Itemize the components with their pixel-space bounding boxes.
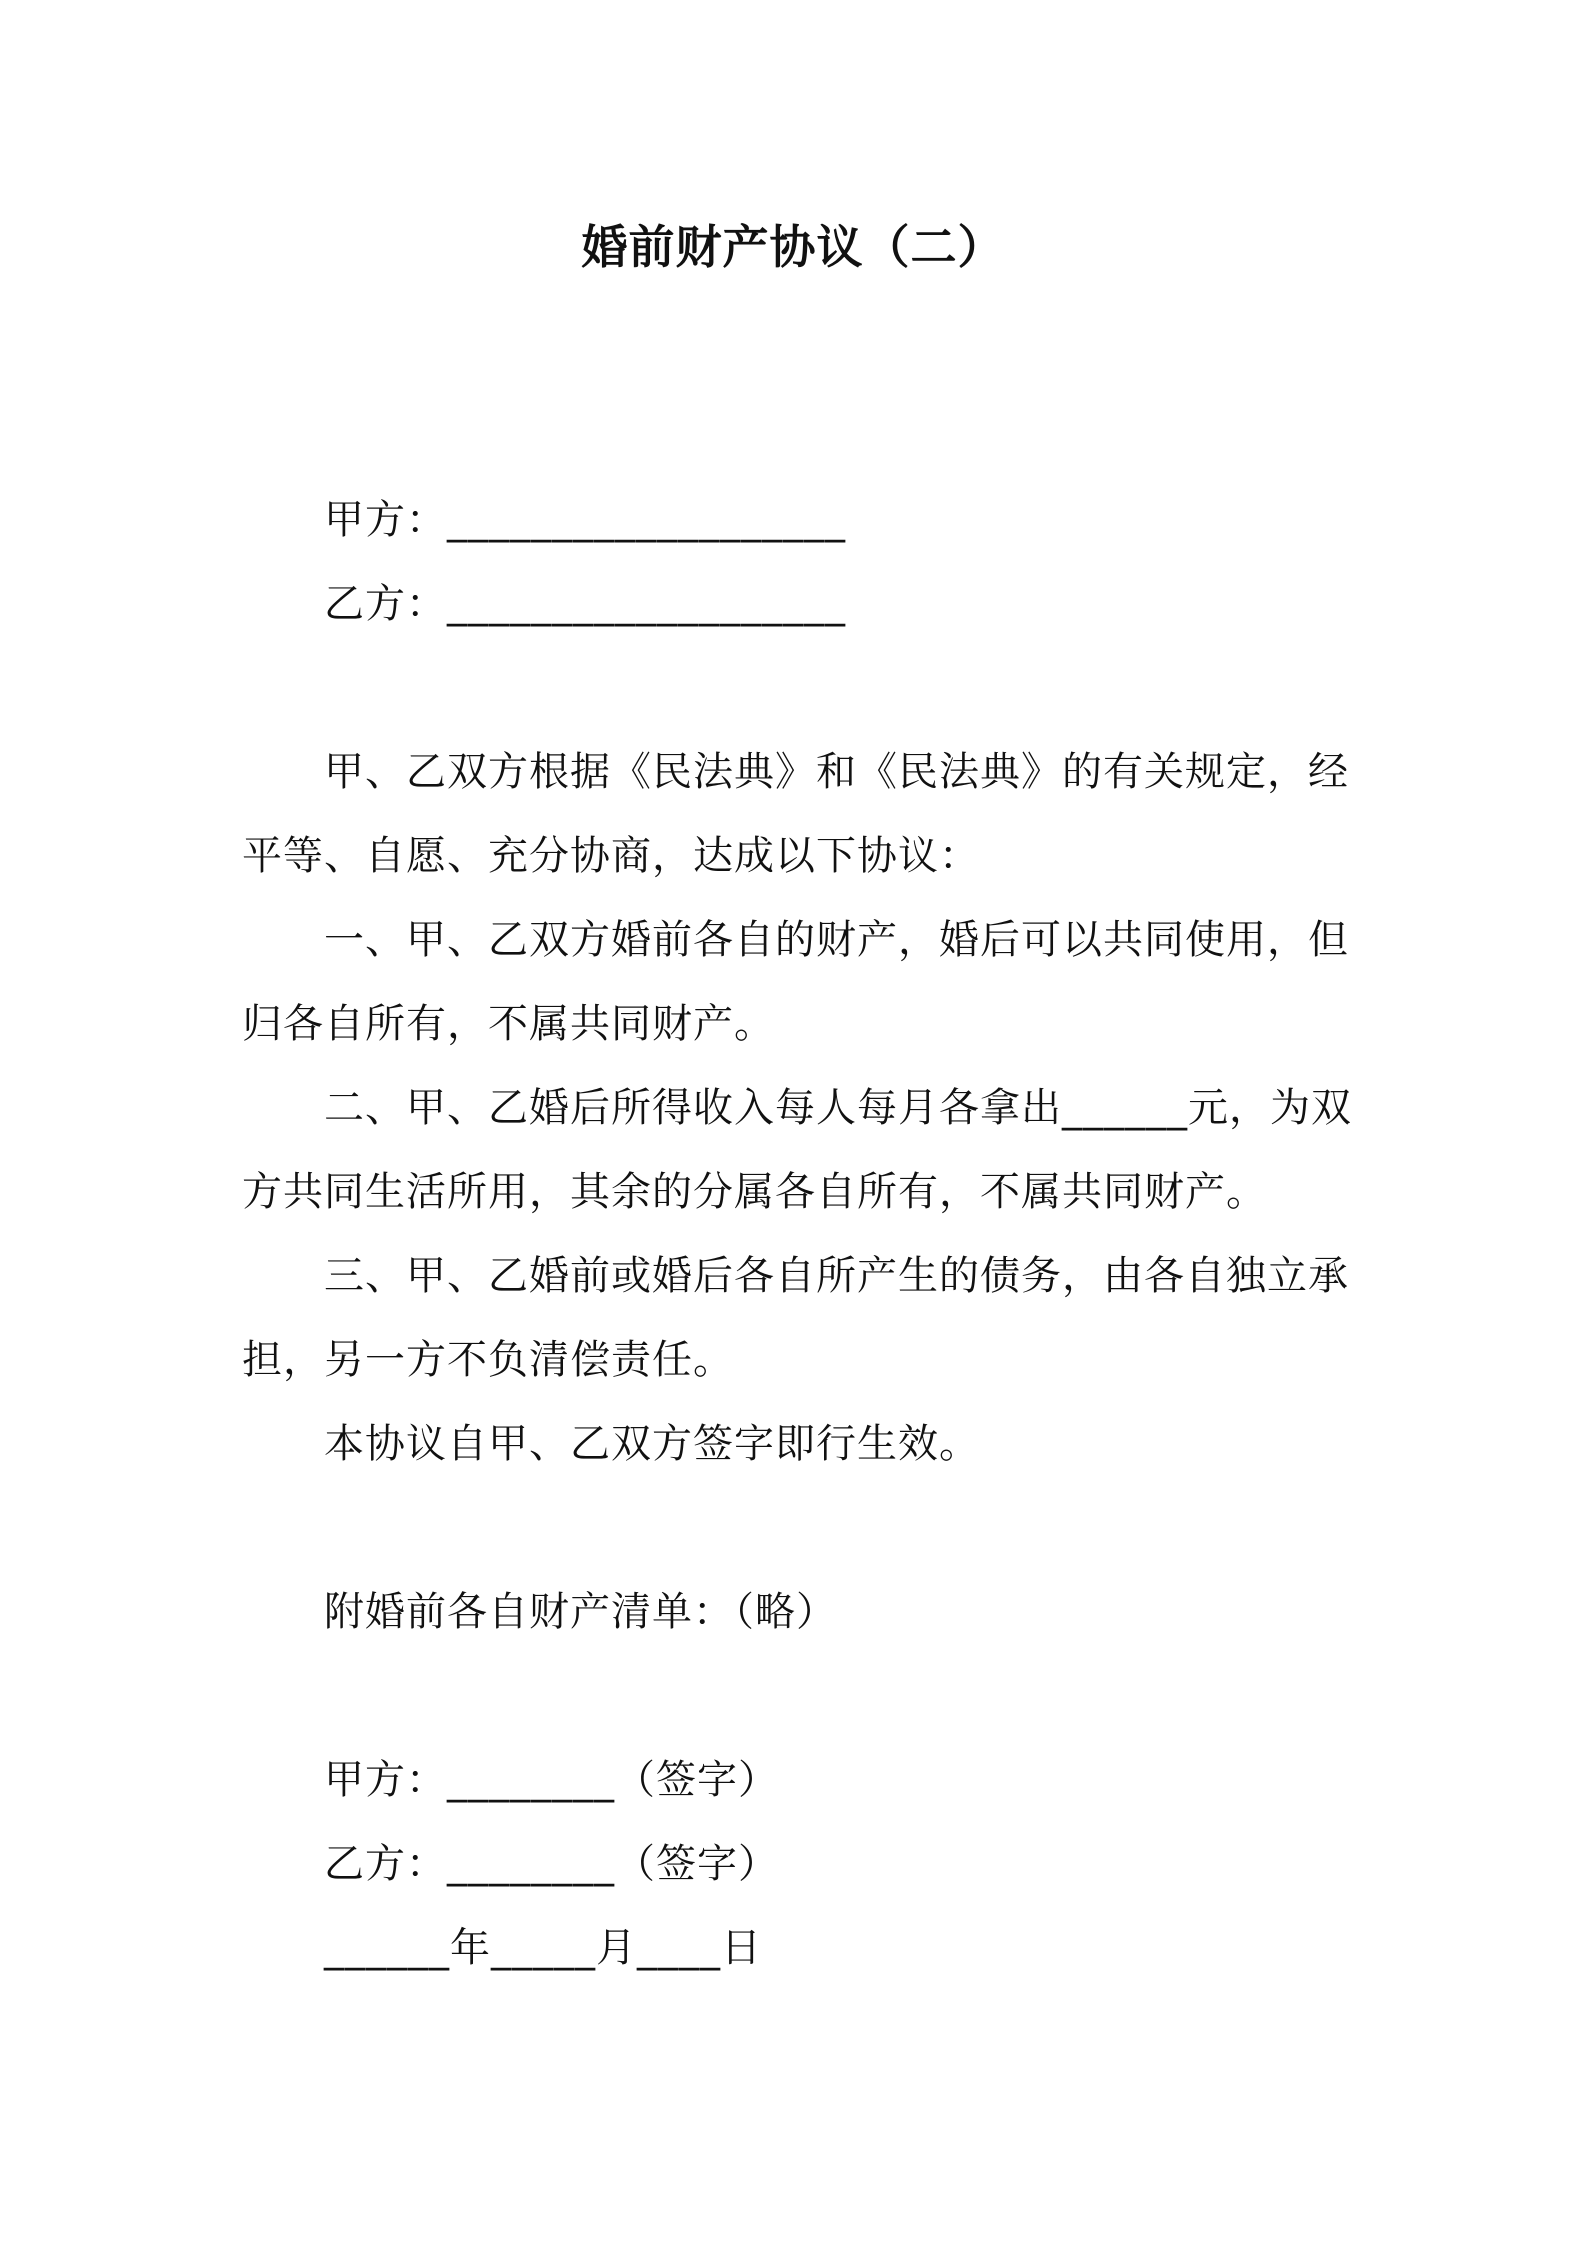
attachment-note: 附婚前各自财产清单：（略）	[324, 1589, 837, 1635]
party-b-line: 乙方：___________________	[324, 581, 846, 627]
clause-3: 三、甲、乙婚前或婚后各自所产生的债务，由各自独立承担，另一方不负清偿责任。	[242, 1253, 1349, 1383]
date-line: ______年_____月____日	[324, 1925, 762, 1971]
clause-2: 二、甲、乙婚后所得收入每人每月各拿出______元，为双方共同生活所用，其余的分属各自所有，不属共同财产。	[242, 1085, 1352, 1215]
document-title: 婚前财产协议（二）	[581, 220, 1005, 274]
effective-clause: 本协议自甲、乙双方签字即行生效。	[324, 1421, 980, 1467]
party-a-line: 甲方：___________________	[324, 497, 846, 543]
intro-paragraph: 甲、乙双方根据《民法典》和《民法典》的有关规定，经平等、自愿、充分协商，达成以下协议：	[242, 749, 1349, 879]
signature-party-a: 甲方：________（签字）	[324, 1757, 779, 1803]
signature-party-b: 乙方：________（签字）	[324, 1841, 779, 1887]
clause-1: 一、甲、乙双方婚前各自的财产，婚后可以共同使用，但归各自所有，不属共同财产。	[242, 917, 1349, 1047]
